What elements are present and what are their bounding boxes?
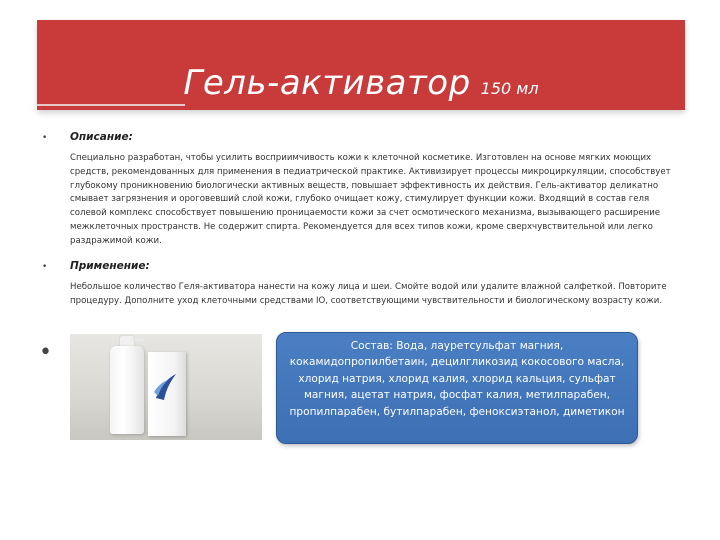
description-heading: Описание: [70, 131, 133, 143]
usage-heading: Применение: [70, 260, 150, 272]
brand-swoosh-icon [152, 372, 178, 402]
gel-bottle [110, 346, 144, 434]
usage-text: Небольшое количество Геля-активатора нанести на кожу лица и шеи. Смойте водой или удалите влажной салфеткой. Повторите процедуру. Дополните уход клеточными средствами IO, соответствующими чувствительности и биологическому возрасту кожи. [70, 282, 667, 306]
bullet-usage: • [42, 262, 48, 272]
title-main: Гель-активатор [183, 63, 471, 103]
description-text: Специально разработан, чтобы усилить восприимчивость кожи к клеточной косметике. Изготовлен на основе мягких моющих средств, рекомендованных для применения в педиатрической практике. Активизирует процессы микроциркуляции, способствует глубокому проникновению биологически активных веществ, повышает эффективность их действия. Гель-активатор деликатно смывает загрязнения и ороговевший слой кожи, глубоко очищает кожу, стимулирует функции кожи. Входящий в состав геля солевой комплекс способствует повышению проницаемости кожи за счет осмотического механизма, вызывающего расширение межклеточных пространств. Не содержит спирта. Рекомендуется для всех типов кожи, кроме сверхчувствительной или легко раздражимой кожи. [70, 153, 671, 246]
bullet-description: • [42, 133, 48, 143]
composition-text: Состав: Вода, лауретсульфат магния, кокамидопропилбетаин, децилгликозид кокосового масла, хлорид натрия, хлорид калия, хлорид кальция, сульфат магния, ацетат натрия, фосфат калия, метилпарабен, пропилпарабен, бутилпарабен, феноксиэтанол, диметикон [289, 340, 625, 418]
composition-box [276, 332, 638, 444]
slide-title [37, 63, 685, 103]
product-photo [70, 334, 262, 440]
pump-nozzle [132, 338, 144, 341]
title-bar [37, 20, 685, 110]
bullet-image: • [39, 340, 52, 365]
title-volume: 150 мл [480, 79, 539, 98]
title-underline [37, 104, 185, 106]
